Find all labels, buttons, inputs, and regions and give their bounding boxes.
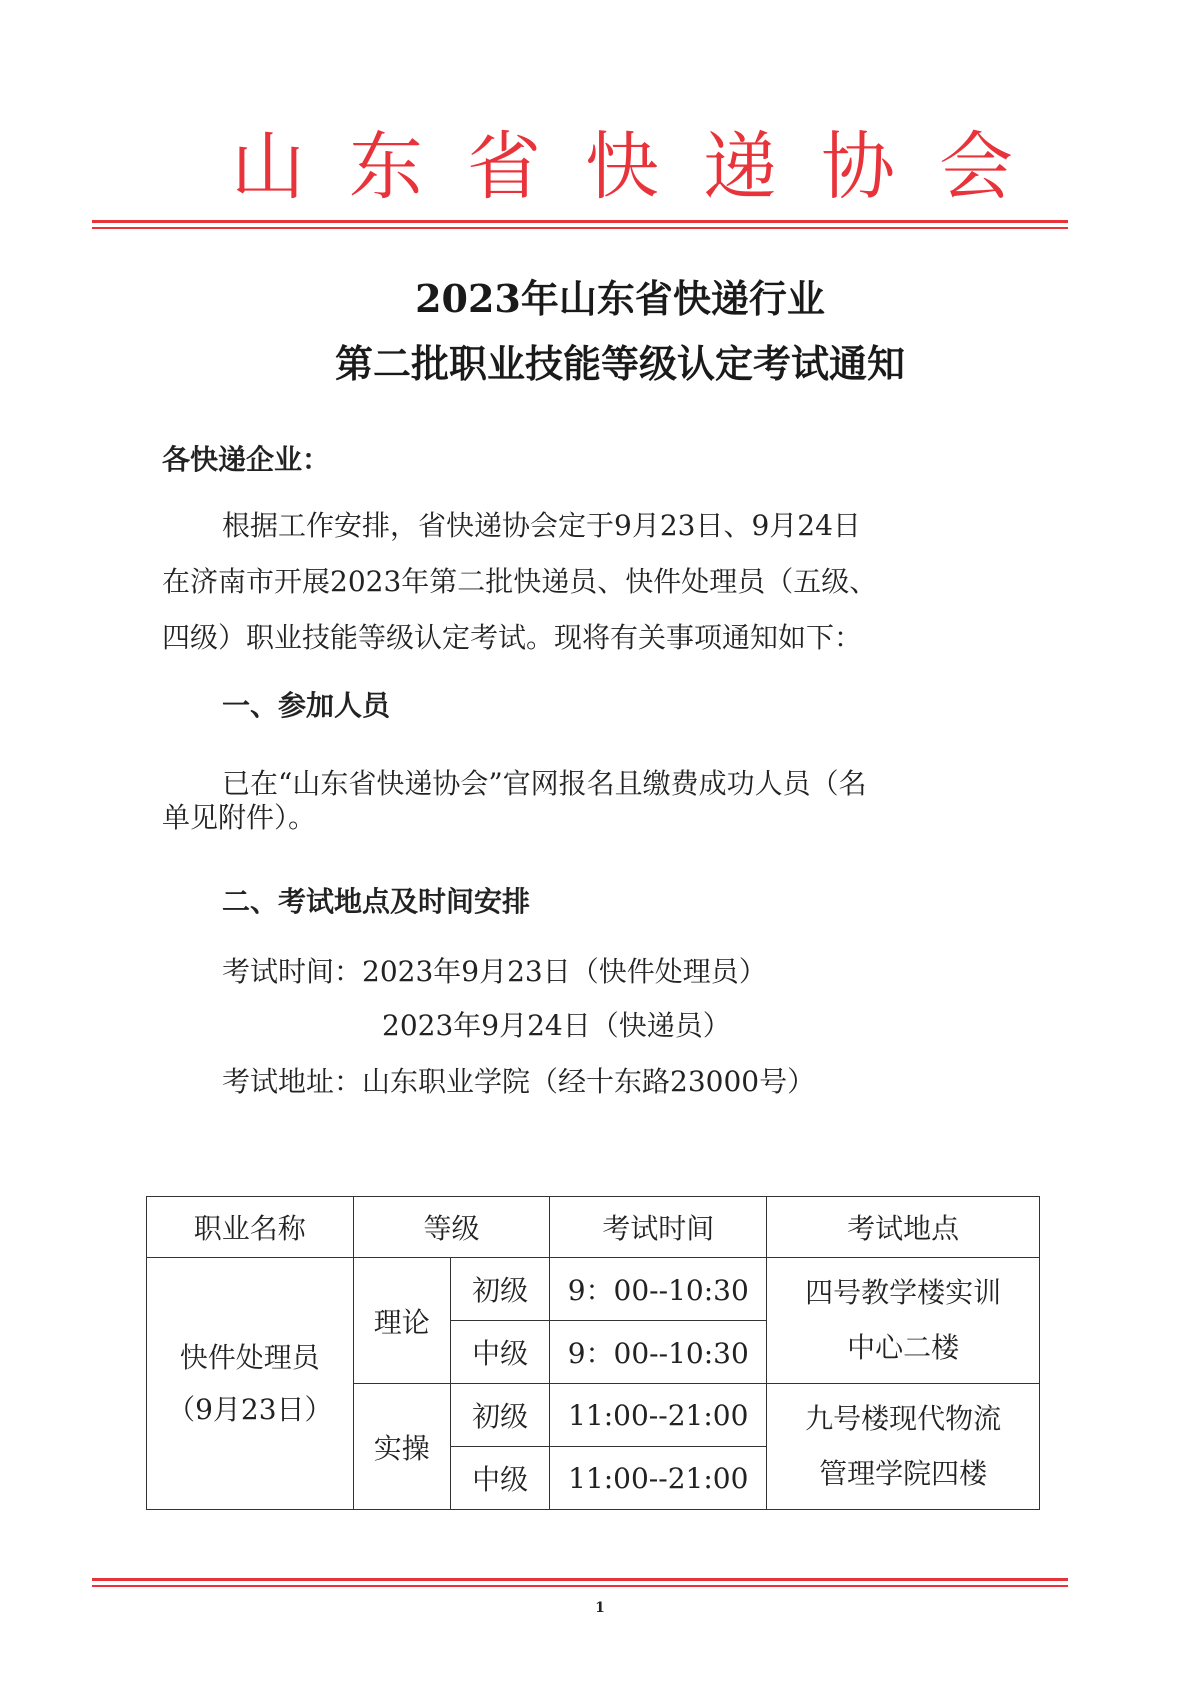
exam-schedule-table [146, 1196, 1040, 1510]
intro-line3: 四级）职业技能等级认定考试。现将有关事项通知如下： [162, 621, 863, 654]
section1-body-line1: 已在“山东省快递协会”官网报名且缴费成功人员（名 [222, 767, 867, 800]
intro-line1: 根据工作安排，省快递协会定于9月23日、9月24日 [222, 509, 861, 542]
header-level: 等级 [353, 1197, 550, 1258]
document-title-line2: 第二批职业技能等级认定考试通知 [334, 341, 905, 386]
table-header-row [147, 1197, 1040, 1258]
footer-rule-thin [92, 1585, 1068, 1587]
header-job-name: 职业名称 [147, 1197, 354, 1258]
category-practice: 实操 [353, 1384, 450, 1510]
document-title-line1: 2023年山东省快递行业 [415, 276, 825, 321]
intro-line2: 在济南市开展2023年第二批快递员、快件处理员（五级、 [162, 565, 878, 598]
time-cell: 9：00--10:30 [550, 1258, 767, 1321]
section2-heading: 二、考试地点及时间安排 [222, 885, 531, 918]
exam-time-line2: 2023年9月24日（快递员） [382, 1009, 731, 1042]
footer-rule-thick [92, 1578, 1068, 1581]
place-theory-cell [767, 1258, 1040, 1384]
category-theory: 理论 [353, 1258, 450, 1384]
section1-heading: 一、参加人员 [222, 689, 391, 722]
place-practice-line1: 九号楼现代物流 [805, 1401, 1002, 1435]
level-cell: 中级 [451, 1321, 550, 1384]
exam-address-line: 考试地址：山东职业学院（经十东路23000号） [222, 1065, 816, 1098]
place-theory-line1: 四号教学楼实训 [805, 1275, 1002, 1309]
letterhead-rule-thick [92, 220, 1068, 223]
table-row [147, 1258, 1040, 1321]
exam-time-line1: 考试时间：2023年9月23日（快件处理员） [222, 955, 767, 988]
level-cell: 初级 [451, 1384, 550, 1447]
place-practice-line2: 管理学院四楼 [819, 1456, 988, 1490]
time-cell: 11:00--21:00 [550, 1384, 767, 1447]
header-exam-place: 考试地点 [767, 1197, 1040, 1258]
job-date: （9月23日） [167, 1392, 333, 1426]
salutation: 各快递企业： [162, 443, 331, 476]
job-name-cell [147, 1258, 354, 1510]
job-name: 快件处理员 [179, 1340, 320, 1374]
time-cell: 11:00--21:00 [550, 1447, 767, 1510]
place-theory-line2: 中心二楼 [847, 1330, 960, 1364]
section1-body-line2: 单见附件）。 [162, 801, 317, 834]
letterhead-rule-thin [92, 227, 1068, 229]
page-number: 1 [595, 1600, 605, 1616]
level-cell: 中级 [451, 1447, 550, 1510]
place-practice-cell [767, 1384, 1040, 1510]
letterhead-org-name: 山东省快递协会 [231, 124, 1057, 210]
time-cell: 9：00--10:30 [550, 1321, 767, 1384]
level-cell: 初级 [451, 1258, 550, 1321]
header-exam-time: 考试时间 [550, 1197, 767, 1258]
